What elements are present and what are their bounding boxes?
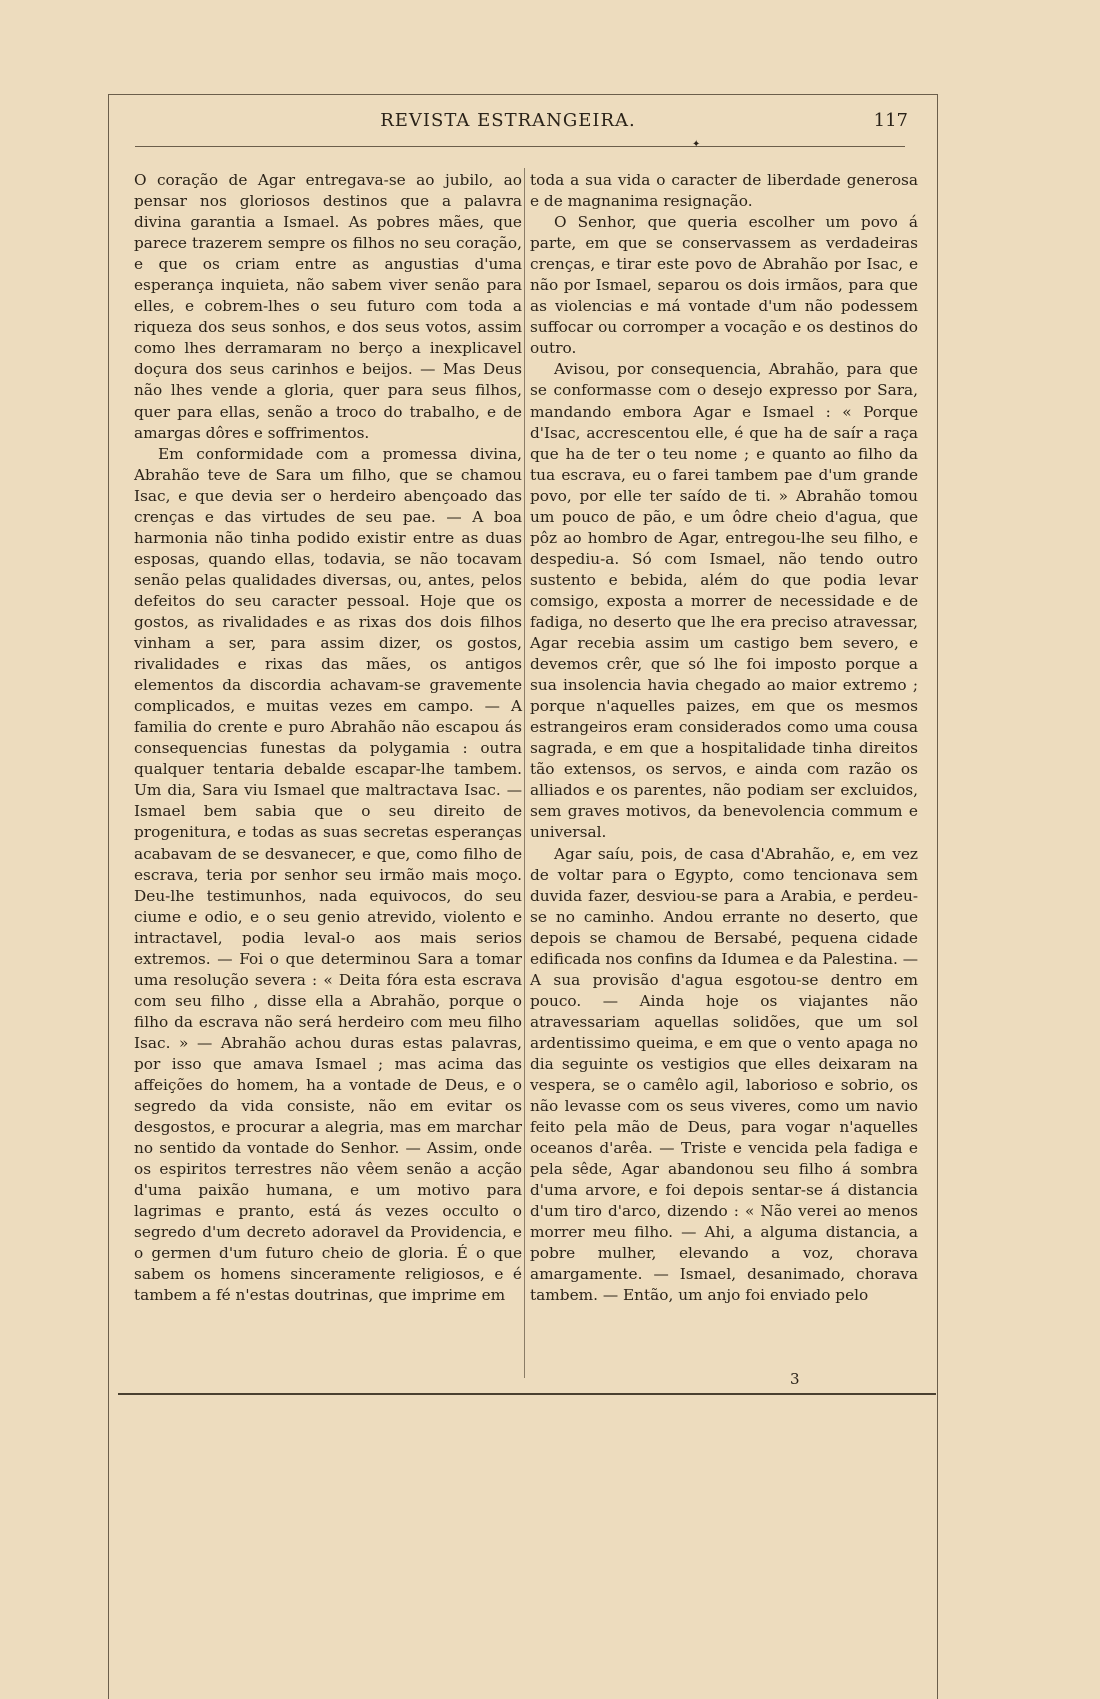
paragraph: Agar saíu, pois, de casa d'Abrahão, e, em vez de voltar para o Egypto, como tencionava sem duvida fazer, desviou-se para a Arabia, e perdeu-se no caminho. Andou errante no deserto, que depois se chamou de Bersabé, pequena cidade edificada nos confins da Idumea e da Palestina. — A sua provisão d'agua esgotou-se dentro em pouco. — Ainda hoje os viajantes não atravessariam aquellas solidões, que um sol ardentissimo queima, e em que o vento apaga no dia seguinte os vestigios que elles deixaram na vespera, se o camêlo agil, laborioso e sobrio, os não levasse com os seus viveres, como um navio feito pela mão de Deus, para vogar n'aquelles oceanos d'arêa. — Triste e vencida pela fadiga e pela sêde, Agar abandonou seu filho á sombra d'uma arvore, e foi depois sentar-se á distancia d'um tiro d'arco, dizendo : « Não verei ao menos morrer meu filho. — Ahi, a alguma distancia, a pobre mulher, elevando a voz, chorava amargamente. — Ismael, desanimado, chorava tambem. — Então, um anjo foi enviado pelo bbox=[530, 844, 918, 1305]
paragraph: O coração de Agar entregava-se ao jubilo, ao pensar nos gloriosos destinos que a palavra divina garantia a Ismael. As pobres mães, que parece trazerem sempre os filhos no seu coração, e que os criam entre as angustias d'uma esperança inquieta, não sabem viver senão para elles, e cobrem-lhes o seu futuro com toda a riqueza dos seus sonhos, e dos seus votos, assim como lhes derramaram no berço a inexplicavel doçura dos seus carinhos e beijos. — Mas Deus não lhes vende a gloria, quer para seus filhos, quer para ellas, senão a troco do trabalho, e de amargas dôres e soffrimentos. bbox=[134, 171, 522, 442]
ornament-icon: ✦ bbox=[692, 139, 701, 150]
page-number: 117 bbox=[873, 110, 908, 131]
footer-rule bbox=[118, 1393, 936, 1395]
running-title: REVISTA ESTRANGEIRA. bbox=[380, 110, 636, 131]
column-divider bbox=[524, 168, 525, 1378]
left-column bbox=[134, 170, 522, 1307]
header-rule bbox=[135, 146, 905, 147]
paragraph: toda a sua vida o caracter de liberdade generosa e de magnanima resignação. bbox=[530, 171, 918, 211]
paragraph: Avisou, por consequencia, Abrahão, para que se conformasse com o desejo expresso por Sara, mandando embora Agar e Ismael : « Porque d'Isac, accrescentou elle, é que ha de saír a raça que ha de ter o teu nome ; e quanto ao filho da tua escrava, eu o farei tambem pae d'um grande povo, por elle ter saído de ti. » Abrahão tomou um pouco de pão, e um ôdre cheio d'agua, que pôz ao hombro de Agar, entregou-lhe seu filho, e despediu-a. Só com Ismael, não tendo outro sustento e bebida, além do que podia levar comsigo, exposta a morrer de necessidade e de fadiga, no deserto que lhe era preciso atravessar, Agar recebia assim um castigo bem severo, e devemos crêr, que só lhe foi imposto porque a sua insolencia havia chegado ao maior extremo ; porque n'aquelles paizes, em que os mesmos estrangeiros eram considerados como uma cousa sagrada, e em que a hospitalidade tinha direitos tão extensos, os servos, e ainda com razão os alliados e os parentes, não podiam ser excluidos, sem graves motivos, da benevolencia commum e universal. bbox=[530, 360, 918, 842]
page-header bbox=[108, 108, 908, 134]
right-column bbox=[530, 170, 918, 1307]
signature-mark: 3 bbox=[790, 1370, 800, 1388]
paragraph: O Senhor, que queria escolher um povo á parte, em que se conservassem as verdadeiras crenças, e tirar este povo de Abrahão por Isac, e não por Ismael, separou os dois irmãos, para que as violencias e má vontade d'um não podessem suffocar ou corromper a vocação e os destinos do outro. bbox=[530, 213, 918, 358]
paragraph: Em conformidade com a promessa divina, Abrahão teve de Sara um filho, que se chamou Isac, e que devia ser o herdeiro abençoado das crenças e das virtudes de seu pae. — A boa harmonia não tinha podido existir entre as duas esposas, quando ellas, todavia, se não tocavam senão pelas qualidades diversas, ou, antes, pelos defeitos do seu caracter pessoal. Hoje que os gostos, as rivalidades e as rixas dos dois filhos vinham a ser, para assim dizer, os gostos, rivalidades e rixas das mães, os antigos elementos da discordia achavam-se gravemente complicados, e muitas vezes em campo. — A familia do crente e puro Abrahão não escapou ás consequencias funestas da polygamia : outra qualquer tentaria debalde escapar-lhe tambem. Um dia, Sara viu Ismael que maltractava Isac. — Ismael bem sabia que o seu direito de progenitura, e todas as suas secretas esperanças acabavam de se desvanecer, e que, como filho de escrava, teria por senhor seu irmão mais moço. Deu-lhe testimunhos, nada equivocos, do seu ciume e odio, e o seu genio atrevido, violento e intractavel, podia leval-o aos mais serios extremos. — Foi o que determinou Sara a tomar uma resolução severa : « Deita fóra esta escrava com seu filho , disse ella a Abrahão, porque o filho da escrava não será herdeiro com meu filho Isac. » — Abrahão achou duras estas palavras, por isso que amava Ismael ; mas acima das affeições do homem, ha a vontade de Deus, e o segredo da vida consiste, não em evitar os desgostos, e procurar a alegria, mas em marchar no sentido da vontade do Senhor. — Assim, onde os espiritos terrestres não vêem senão a acção d'uma paixão humana, e um motivo para lagrimas e pranto, está ás vezes occulto o segredo d'um decreto adoravel da Providencia, e o germen d'um futuro cheio de gloria. É o que sabem os homens sinceramente religiosos, e é tambem a fé n'estas doutrinas, que imprime em bbox=[134, 444, 522, 1305]
